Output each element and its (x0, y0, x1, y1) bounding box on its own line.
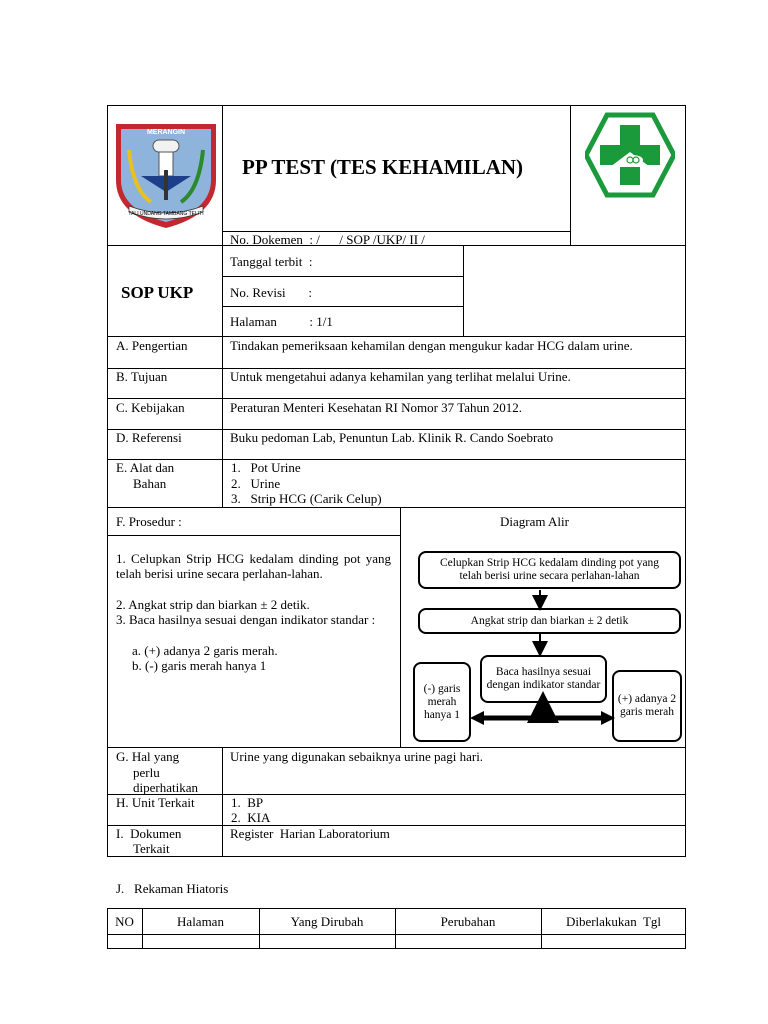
sop-label: SOP UKP (121, 283, 194, 302)
col-header: Halaman (177, 914, 224, 929)
hal-label: G. Hal yang (116, 749, 180, 764)
kemenkes-logo (585, 112, 675, 198)
unit-item: 1. BP (231, 795, 264, 810)
logo-name: MERANGIN (146, 129, 186, 136)
col-header: Diberlakukan Tgl (565, 914, 662, 929)
alat-item: 2. Urine (231, 476, 281, 491)
unit-item: 2. KIA (231, 810, 271, 825)
prosedur-step: 2. Angkat strip dan biarkan ± 2 detik. (116, 597, 310, 612)
dokumen-label-2: Terkait (133, 841, 170, 856)
referensi-text: Buku pedoman Lab, Penuntun Lab. Klinik R. Cando Soebrato (230, 430, 554, 445)
col-header: Perubahan (440, 914, 496, 929)
flow-box-angkat: Angkat strip dan biarkan ± 2 detik (418, 608, 681, 634)
logo-motto: TALI UNDANG TAMBANG TELITI (128, 211, 204, 217)
kebijakan-text: Peraturan Menteri Kesehatan RI Nomor 37 Tahun 2012. (230, 400, 522, 415)
alat-label: E. Alat dan (116, 460, 175, 475)
flow-box-baca: Baca hasilnya sesuai dengan indikator standar (480, 655, 607, 703)
alat-label-2: Bahan (133, 476, 167, 491)
prosedur-substep: b. (-) garis merah hanya 1 (132, 658, 267, 673)
tanggal-terbit: Tanggal terbit : (230, 254, 313, 269)
no-revisi: No. Revisi : (230, 285, 312, 300)
prosedur-substep: a. (+) adanya 2 garis merah. (132, 643, 278, 658)
alat-item: 3. Strip HCG (Carik Celup) (231, 491, 382, 506)
flow-arrows (400, 535, 685, 747)
prosedur-step: 1. Celupkan Strip HCG kedalam dinding pot yang telah berisi urine secara perlahan-lahan. (116, 551, 391, 581)
flow-box-negatif: (-) garis merah hanya 1 (413, 662, 471, 742)
dokumen-text: Register Harian Laboratorium (230, 826, 390, 841)
diagram-label: Diagram Alir (500, 514, 569, 529)
hal-label-3: diperhatikan (133, 780, 198, 795)
alat-item: 1. Pot Urine (231, 460, 301, 475)
rekaman-title: J. Rekaman Hiatoris (116, 881, 229, 896)
pengertian-label: A. Pengertian (116, 338, 188, 353)
tujuan-label: B. Tujuan (116, 369, 168, 384)
hal-text: Urine yang digunakan sebaiknya urine pagi hari. (230, 749, 484, 764)
flow-box-celup: Celupkan Strip HCG kedalam dinding pot yang telah berisi urine secara perlahan-lahan (418, 551, 681, 589)
dokumen-label: I. Dokumen (116, 826, 182, 841)
hal-label-2: perlu (133, 765, 160, 780)
col-header: NO (115, 914, 134, 929)
no-dokumen: No. Dokemen : / / SOP /UKP/ II / (230, 232, 425, 247)
col-header: Yang Dirubah (290, 914, 364, 929)
referensi-label: D. Referensi (116, 430, 182, 445)
pengertian-text: Tindakan pemeriksaan kehamilan dengan mengukur kadar HCG dalam urine. (230, 338, 633, 353)
flow-box-positif: (+) adanya 2 garis merah (612, 670, 682, 742)
page-title: PP TEST (TES KEHAMILAN) (242, 155, 524, 179)
halaman: Halaman : 1/1 (230, 314, 333, 329)
prosedur-label: F. Prosedur : (116, 514, 182, 529)
merangin-logo (111, 120, 221, 232)
unit-label: H. Unit Terkait (116, 795, 195, 810)
kebijakan-label: C. Kebijakan (116, 400, 185, 415)
prosedur-step: 3. Baca hasilnya sesuai dengan indikator standar : (116, 612, 376, 627)
tujuan-text: Untuk mengetahui adanya kehamilan yang terlihat melalui Urine. (230, 369, 571, 384)
